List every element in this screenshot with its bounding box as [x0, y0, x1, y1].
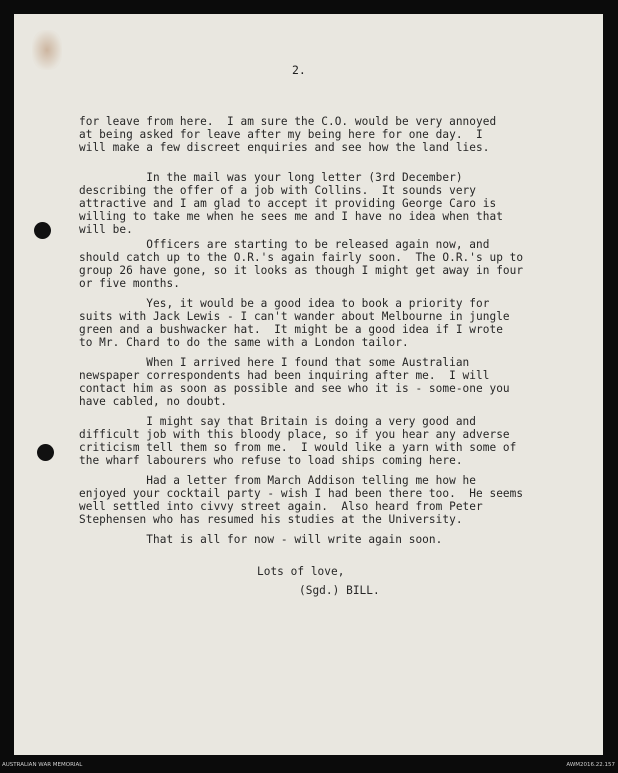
signature: (Sgd.) BILL. — [299, 584, 380, 597]
letter-line: the wharf labourers who refuse to load ships coming here. — [79, 454, 463, 467]
letter-line: Had a letter from March Addison telling me how he — [79, 474, 477, 487]
letter-line: or five months. — [79, 277, 180, 290]
page-number: 2. — [292, 63, 306, 77]
letter-line: group 26 have gone, so it looks as though I might get away in four — [79, 264, 524, 277]
letter-line: Yes, it would be a good idea to book a priority for — [79, 297, 490, 310]
letter-line: In the mail was your long letter (3rd December) — [79, 171, 463, 184]
letter-line: to Mr. Chard to do the same with a London tailor. — [79, 336, 409, 349]
letter-line: well settled into civvy street again. Also heard from Peter — [79, 500, 483, 513]
letter-line: Stephensen who has resumed his studies at the University. — [79, 513, 463, 526]
letter-page — [14, 14, 603, 755]
letter-line: will be. — [79, 223, 133, 236]
letter-line: I might say that Britain is doing a very good and — [79, 415, 477, 428]
letter-line: enjoyed your cocktail party - wish I had been there too. He seems — [79, 487, 524, 500]
footer-right: AWM2016.22.157 — [566, 762, 615, 768]
letter-line: attractive and I am glad to accept it providing George Caro is — [79, 197, 497, 210]
letter-line: newspaper correspondents had been inquiring after me. I will — [79, 369, 490, 382]
punch-hole-top — [34, 222, 51, 239]
paper-stain — [32, 30, 62, 70]
letter-line: will make a few discreet enquiries and see how the land lies. — [79, 141, 490, 154]
letter-line: That is all for now - will write again soon. — [79, 533, 443, 546]
letter-line: should catch up to the O.R.'s again fairly soon. The O.R.'s up to — [79, 251, 524, 264]
footer-left: AUSTRALIAN WAR MEMORIAL — [2, 762, 83, 768]
letter-line: have cabled, no doubt. — [79, 395, 228, 408]
letter-line: suits with Jack Lewis - I can't wander about Melbourne in jungle — [79, 310, 510, 323]
letter-line: contact him as soon as possible and see who it is - some-one you — [79, 382, 510, 395]
punch-hole-bottom — [37, 444, 54, 461]
letter-line: difficult job with this bloody place, so if you hear any adverse — [79, 428, 510, 441]
letter-line: willing to take me when he sees me and I have no idea when that — [79, 210, 503, 223]
letter-line: at being asked for leave after my being here for one day. I — [79, 128, 483, 141]
letter-line: criticism tell them so from me. I would like a yarn with some of — [79, 441, 517, 454]
letter-line: for leave from here. I am sure the C.O. would be very annoyed — [79, 115, 497, 128]
letter-line: Officers are starting to be released again now, and — [79, 238, 490, 251]
letter-line: green and a bushwacker hat. It might be a good idea if I wrote — [79, 323, 503, 336]
closing: Lots of love, — [257, 565, 345, 578]
letter-line: describing the offer of a job with Collins. It sounds very — [79, 184, 477, 197]
letter-line: When I arrived here I found that some Australian — [79, 356, 470, 369]
